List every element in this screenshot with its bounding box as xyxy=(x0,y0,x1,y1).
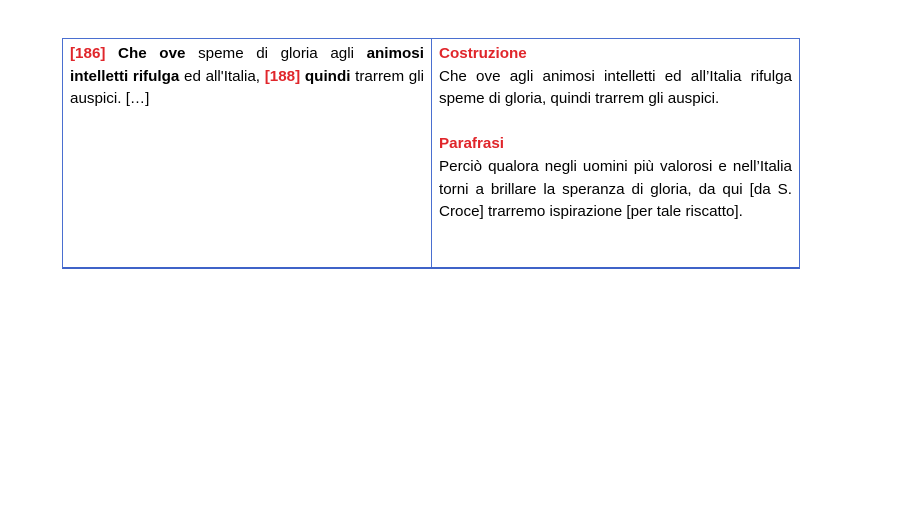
verse-number-186: [186] xyxy=(70,45,106,62)
verse-text-3: trarrem gli auspici. […] xyxy=(70,67,424,108)
parafrasi-text: Perciò qualora negli uomini più valorosi e nell’Italia torni a brillare la speranza di gloria, da qui [da S. Croce] trarremo ispirazione [per tale riscatto]. xyxy=(439,157,792,221)
costruzione-text: Che ove agli animosi intelletti ed all’Italia rifulga speme di gloria, quindi trarrem gli auspici. xyxy=(439,67,792,108)
original-verse-cell xyxy=(63,39,432,267)
analysis-cell xyxy=(432,39,799,267)
verse-bold-quindi: quindi xyxy=(304,67,351,85)
verse-text-1: speme di gloria agli xyxy=(198,45,354,62)
costruzione-heading: Costruzione xyxy=(439,45,527,62)
verse-number-188: [188] xyxy=(264,67,301,85)
parafrasi-heading: Parafrasi xyxy=(439,135,505,153)
paragraph-spacer xyxy=(439,111,792,134)
verse-text-2: ed all'Italia, xyxy=(184,67,261,85)
text-comparison-table xyxy=(62,38,800,269)
verse-bold-che-ove: Che ove xyxy=(118,45,186,62)
verse-bold-animosi: animosi intelletti rifulga xyxy=(70,45,424,85)
